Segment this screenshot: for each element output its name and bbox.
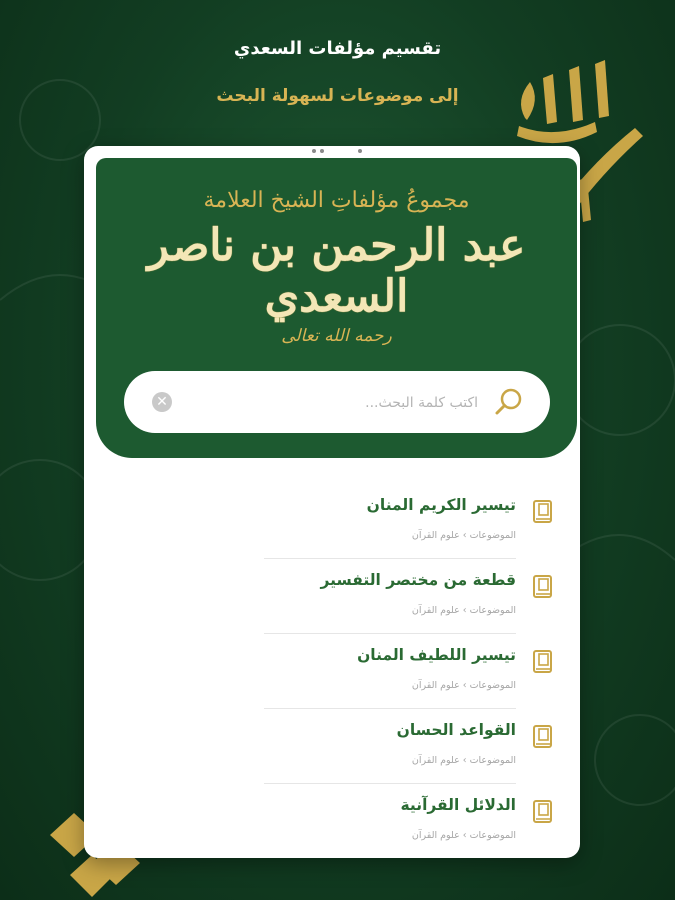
item-title: الدلائل القرآنية: [400, 796, 516, 814]
results-list: [84, 484, 580, 858]
list-item[interactable]: [84, 559, 580, 634]
item-title: تيسير الكريم المنان: [366, 496, 516, 514]
promo-title: تقسيم مؤلفات السعدي: [233, 38, 442, 59]
book-icon: [532, 799, 554, 825]
item-breadcrumb: الموضوعات › علوم القرآن: [411, 755, 516, 766]
book-icon: [532, 499, 554, 525]
hero-honorific: رحمه الله تعالى: [281, 326, 392, 346]
item-breadcrumb: الموضوعات › علوم القرآن: [411, 530, 516, 541]
hero-author-name: عبد الرحمن بن ناصر السعدي: [147, 220, 526, 322]
item-title: القواعد الحسان: [396, 721, 516, 739]
book-icon: [532, 649, 554, 675]
item-title: تيسير اللطيف المنان: [357, 646, 516, 664]
camera-dots: [306, 149, 366, 155]
search-bar[interactable]: [124, 371, 550, 433]
item-title: قطعة من مختصر التفسير: [320, 571, 516, 589]
list-item[interactable]: [84, 784, 580, 858]
item-breadcrumb: الموضوعات › علوم القرآن: [411, 830, 516, 841]
tablet-device-frame: [84, 146, 580, 858]
book-icon: [532, 574, 554, 600]
hero-banner: [96, 158, 577, 458]
search-input[interactable]: [176, 391, 480, 415]
list-item[interactable]: [84, 634, 580, 709]
clear-icon[interactable]: ✕: [152, 392, 172, 412]
list-item[interactable]: [84, 709, 580, 784]
search-icon[interactable]: [494, 387, 524, 417]
item-breadcrumb: الموضوعات › علوم القرآن: [411, 680, 516, 691]
hero-subtitle: مجموعُ مؤلفاتِ الشيخ العلامة: [203, 188, 470, 213]
promo-subtitle: إلى موضوعات لسهولة البحث: [216, 86, 459, 106]
item-breadcrumb: الموضوعات › علوم القرآن: [411, 605, 516, 616]
book-icon: [532, 724, 554, 750]
list-item[interactable]: [84, 484, 580, 559]
